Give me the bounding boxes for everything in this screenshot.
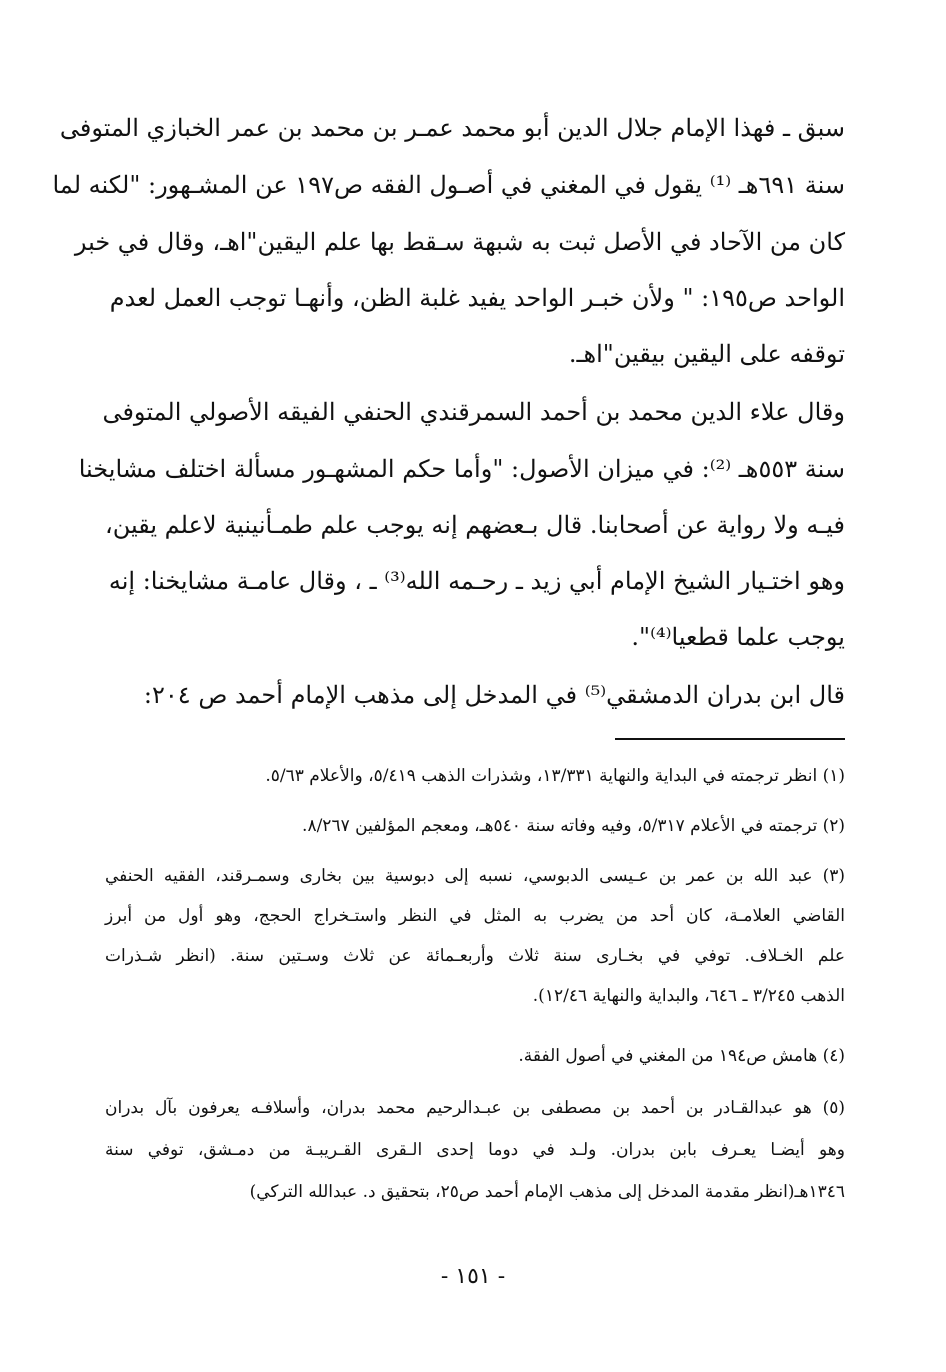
footnote-4: (٤) هامش ص١٩٤ من المغني في أصول الفقة. [518, 1046, 845, 1066]
footnote-3-line: الذهب ٣/٢٤٥ ـ ٦٤٦، والبداية والنهاية ١٢/٤٦). [532, 986, 845, 1006]
text-line: سبق ـ فهذا الإمام جلال الدين أبو محمد عمـر بن محمد بن عمر الخبازي المتوفى [59, 114, 845, 142]
page-number: - ١٥١ - [440, 1264, 506, 1289]
text-line: وقال علاء الدين محمد بن أحمد السمرقندي الحنفي الفيقه الأصولي المتوفى [102, 398, 845, 426]
footnote-2: (٢) ترجمته في الأعلام ٥/٣١٧، وفيه وفاته سنة ٥٤٠هـ، ومعجم المؤلفين ٨/٢٦٧. [302, 816, 845, 836]
paragraph-1 [52, 111, 845, 371]
footnote-3-line: القاضي العلامـة، كان أحد من يضرب به المثل في النظر واستـخراج الحجج، وهو أول من أبرز [105, 906, 845, 926]
text-line: يوجب علما قطعيا⁽⁴⁾". [631, 623, 845, 651]
paragraph-3 [110, 678, 845, 718]
text-line: وهو اختـيار الشيخ الإمام أبي زيد ـ رحـمه الله⁽³⁾ ـ ، وقال عامـة مشايخنا: إنه [108, 567, 845, 595]
footnote-5: (٥) هو عبدالقـادر بن أحمد بن مصطفى بن عبـدالرحيم محمد بدران، وأسلافـه يعرفون بآل بدران [105, 1098, 845, 1118]
footnote-5-line: ١٣٤٦هـ(انظر مقدمة المدخل إلى مذهب الإمام أحمد ص٢٥، بتحقيق د. عبدالله التركي) [249, 1182, 845, 1202]
footnote-3-line: علم الخـلاف. توفي في بخـارى سنة ثلاث وأربعـمائة عن ثلاث وسـتين سنة. (انظر شـذرات [105, 946, 845, 966]
text-line: سنة ٦٩١هـ ⁽¹⁾ يقول في المغني في أصـول الفقه ص١٩٧ عن المشـهور: "لكنه لما [52, 171, 845, 199]
footnote-5-line: وهو أيضـا يعـرف بابن بدران. ولـد في دوما إحدى الـقرى القـريبـة من دمـشق، توفي سنة [105, 1140, 845, 1160]
text-line: قال ابن بدران الدمشقي⁽⁵⁾ في المدخل إلى مذهب الإمام أحمد ص ٢٠٤: [143, 681, 845, 709]
text-line: فيـه ولا رواية عن أصحابنا. قال بـعضهم إنه يوجب علم طمـأنينية لاعلم يقين، [104, 511, 845, 539]
paragraph-2 [78, 395, 845, 660]
text-line: توقفه على اليقين بيقين"اهـ. [568, 340, 845, 368]
text-line: الواحد ص١٩٥: " ولأن خبـر الواحد يفيد غلبة الظن، وأنهـا توجب العمل لعدم [109, 284, 845, 312]
footnote-separator [615, 738, 845, 740]
footnote-1: (١) انظر ترجمته في البداية والنهاية ١٣/٣٣١، وشذرات الذهب ٥/٤١٩، والأعلام ٥/٦٣. [265, 766, 845, 786]
footnote-3: (٣) عبد الله بن عمر بن عـيسى الدبوسي، نسبه إلى دبوسية بين بخارى وسمـرقند، الفقيه الحنفي [105, 866, 845, 886]
text-line: كان من الآحاد في الأصل ثبت به شبهة سـقط بها علم اليقين"اهـ، وقال في خبر [74, 228, 845, 256]
text-line: سنة ٥٥٣هـ ⁽²⁾: في ميزان الأصول: "وأما حكم المشهـور مسألة اختلف مشايخنا [78, 455, 845, 483]
